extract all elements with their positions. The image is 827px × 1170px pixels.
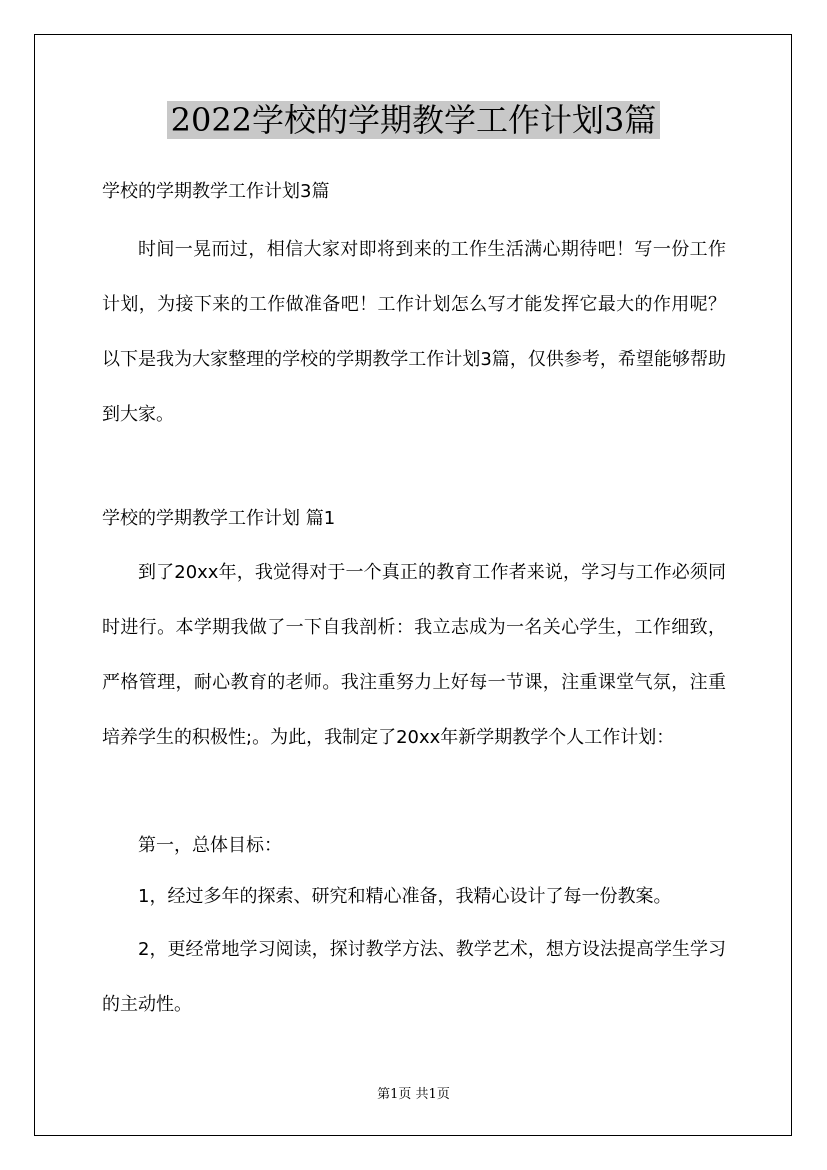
- section-heading: 学校的学期教学工作计划 篇1: [102, 508, 336, 529]
- goal-heading: 第一，总体目标：: [138, 835, 282, 856]
- section-paragraph: 到了20xx年，我觉得对于一个真正的教育工作者来说，学习与工作必须同时进行。本学期我做了一下自我剖析：我立志成为一名关心学生，工作细致，严格管理，耐心教育的老师。我注重努力上好每一节课，注重课堂气氛，注重培养学生的积极性;。为此，我制定了20xx年新学期教学个人工作计划：: [102, 562, 726, 748]
- list-item-1: 1，经过多年的探索、研究和精心准备，我精心设计了每一份教案。: [138, 886, 672, 907]
- list-item-2: 2，更经常地学习阅读，探讨教学方法、教学艺术，想方设法提高学生学习的主动性。: [102, 939, 726, 1015]
- intro-paragraph: 时间一晃而过，相信大家对即将到来的工作生活满心期待吧！写一份工作计划，为接下来的工作做准备吧！工作计划怎么写才能发挥它最大的作用呢？以下是我为大家整理的学校的学期教学工作计划3篇，仅供参考，希望能够帮助到大家。: [102, 239, 726, 425]
- document-title: [0, 100, 827, 140]
- document-subtitle: 学校的学期教学工作计划3篇: [102, 181, 330, 202]
- page-footer: 第1页 共1页: [377, 1087, 450, 1102]
- title-text: 2022学校的学期教学工作计划3篇: [167, 101, 661, 139]
